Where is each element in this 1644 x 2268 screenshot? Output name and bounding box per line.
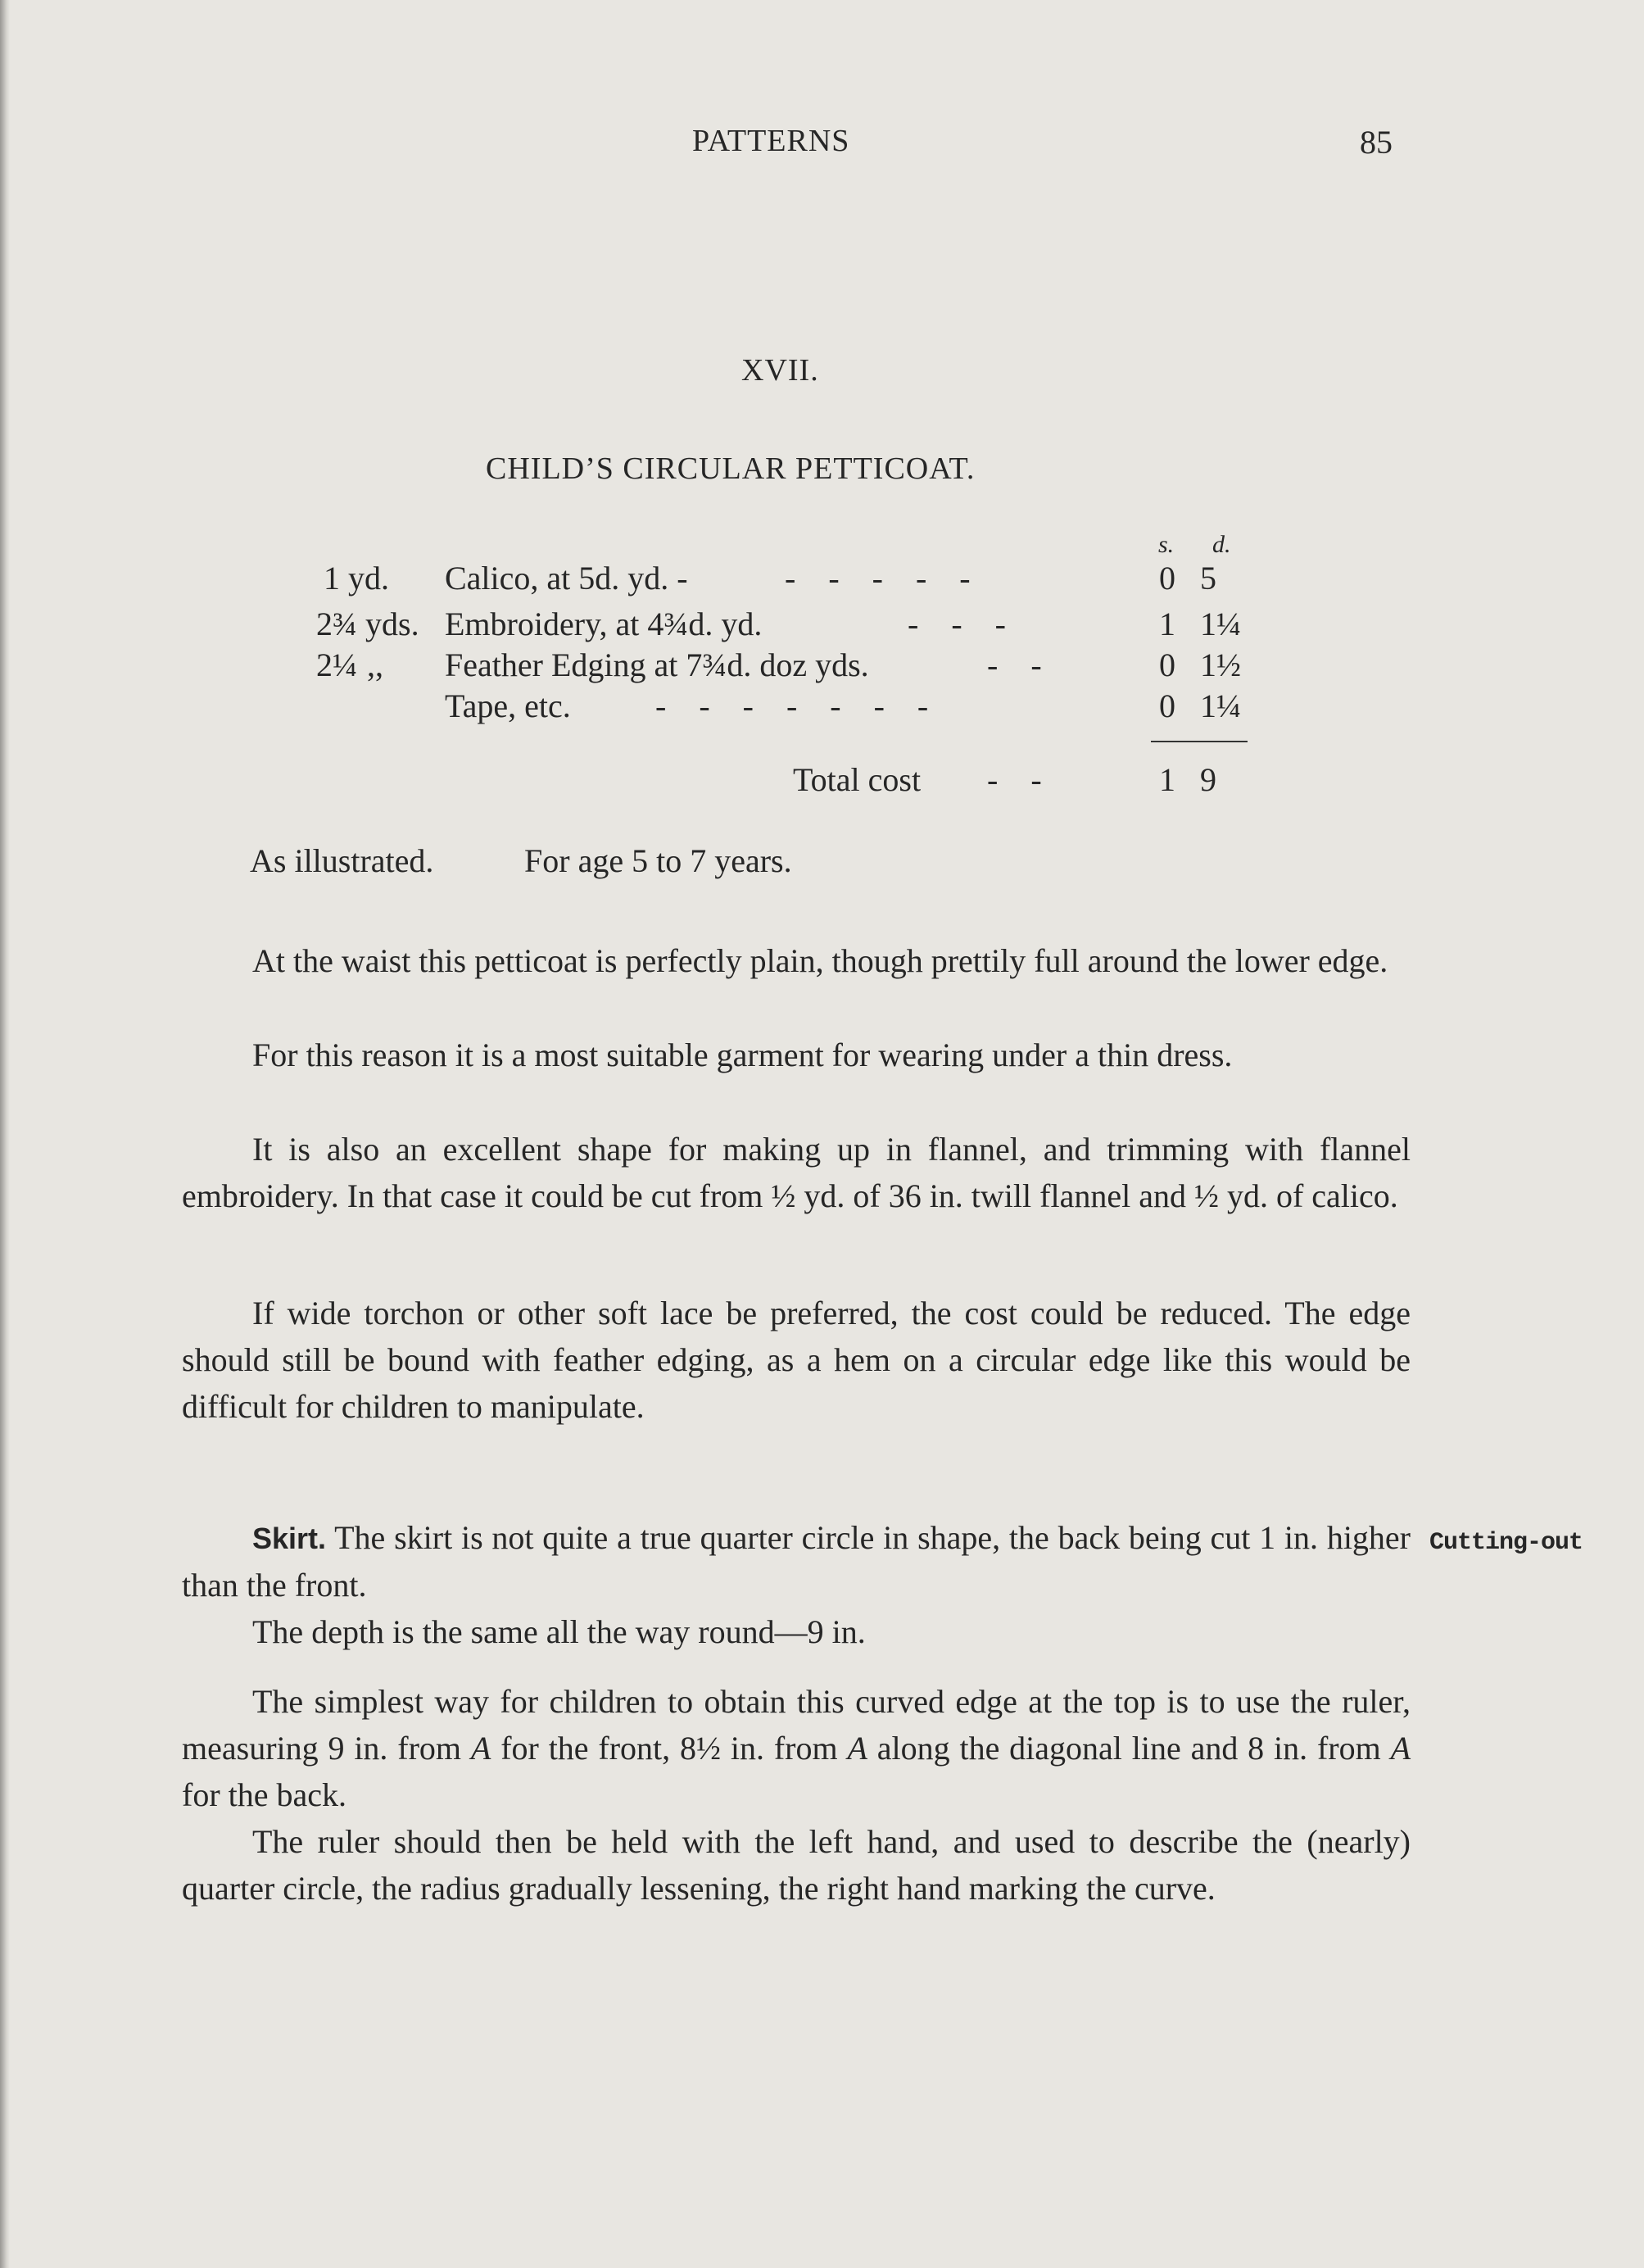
margin-note: Cutting-out (1429, 1529, 1583, 1557)
point-label: A (847, 1730, 867, 1767)
row-shillings: 1 (1159, 606, 1175, 642)
row-shillings: 0 (1159, 646, 1175, 683)
shillings-column-header: s. (1158, 531, 1175, 558)
page-number: 85 (1360, 124, 1393, 161)
row-quantity: 1 yd. (324, 560, 389, 596)
row-leader: - - - - - - - (655, 687, 929, 724)
running-head: PATTERNS (692, 124, 850, 158)
paragraph: For this reason it is a most suitable garment for wearing under a thin dress. (252, 1036, 1233, 1073)
illustrated-note: As illustrated. (250, 842, 434, 879)
page-edge-shadow (0, 0, 10, 2268)
skirt-heading: Skirt. (252, 1522, 327, 1555)
row-pence: 1½ (1200, 646, 1241, 683)
ditto-mark: ,, (367, 646, 383, 683)
text-run: The simplest way for children to obtain this curved edge at the top is to use the ruler, measuring 9 in. from (182, 1683, 1411, 1767)
row-description: Embroidery, at 4¾d. yd. (445, 606, 763, 642)
point-label: A (470, 1730, 491, 1767)
total-row (0, 760, 1644, 810)
skirt-text: The skirt is not quite a true quarter circle in shape, the back being cut 1 in. higher than the front. (182, 1519, 1411, 1603)
text-run: for the front, 8½ in. from (500, 1730, 838, 1767)
total-leader: - - (987, 761, 1042, 798)
row-description: Tape, etc. (445, 687, 571, 724)
table-row (0, 559, 1644, 608)
text-run: for the back. (182, 1776, 347, 1813)
text-run: along the diagonal line and 8 in. from (876, 1730, 1381, 1767)
age-note: For age 5 to 7 years. (524, 842, 792, 879)
total-shillings: 1 (1159, 761, 1175, 798)
row-shillings: 0 (1159, 560, 1175, 596)
table-row (0, 687, 1644, 736)
row-pence: 5 (1200, 560, 1216, 596)
paragraph: It is also an excellent shape for making up in flannel, and trimming with flannel embroidery. In that case it could be cut from ½ yd. of 36 in. twill flannel and ½ yd. of calico. (182, 1131, 1411, 1214)
row-leader: - - (987, 646, 1042, 683)
row-shillings: 0 (1159, 687, 1175, 724)
row-quantity: 2¾ yds. (316, 606, 419, 642)
row-pence: 1¼ (1200, 687, 1241, 724)
paragraph: If wide torchon or other soft lace be preferred, the cost could be reduced. The edge should still be bound with feather edging, as a hem on a circular edge like this would be difficult for children to manipulate. (182, 1295, 1411, 1425)
row-quantity: 2¼ (316, 646, 357, 683)
skirt-paragraph (182, 1514, 1411, 1608)
row-leader: - - - (908, 606, 1006, 642)
sum-rule (1151, 741, 1248, 742)
total-label: Total cost (793, 761, 922, 798)
ruler-paragraph (182, 1678, 1411, 1818)
row-description: Calico, at 5d. yd. - (445, 560, 688, 596)
row-leader: - - - - - (785, 560, 971, 596)
paragraph: At the waist this petticoat is perfectly plain, though prettily full around the lower edge. (252, 942, 1388, 979)
paragraph: The ruler should then be held with the left hand, and used to describe the (nearly) quarter circle, the radius gradually lessening, the right hand marking the curve. (182, 1823, 1411, 1907)
total-pence: 9 (1200, 761, 1216, 798)
pattern-title: CHILD’S CIRCULAR PETTICOAT. (486, 451, 976, 486)
row-pence: 1¼ (1200, 606, 1241, 642)
point-label: A (1390, 1730, 1411, 1767)
pence-column-header: d. (1212, 531, 1231, 558)
section-number: XVII. (741, 353, 819, 388)
row-description: Feather Edging at 7¾d. doz yds. (445, 646, 869, 683)
paragraph: The depth is the same all the way round—9 in. (252, 1613, 866, 1650)
